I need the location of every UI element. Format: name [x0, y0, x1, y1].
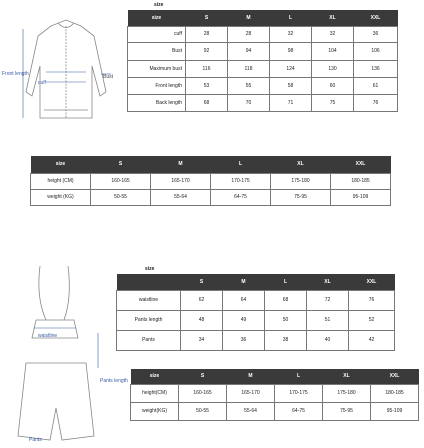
header-s: S — [186, 10, 228, 26]
table-cell: 55-64 — [151, 189, 211, 205]
table-cell: 36 — [354, 26, 398, 42]
header-xxl: XXL — [349, 274, 395, 290]
table-cell: 38 — [265, 330, 307, 350]
table-cell: 62 — [181, 290, 223, 310]
table-header-row — [31, 156, 391, 173]
table-cell: 118 — [228, 60, 270, 77]
header-s: S — [91, 156, 151, 173]
header-xl: XL — [323, 369, 371, 384]
row-label: waistline — [117, 290, 181, 310]
table-cell: 34 — [181, 330, 223, 350]
pants-length-annotation: Pants length — [100, 378, 128, 384]
table-cell: 68 — [265, 290, 307, 310]
table-cell: 76 — [349, 290, 395, 310]
row-label: weight(KG) — [131, 402, 179, 420]
table-cell: 42 — [349, 330, 395, 350]
table-cell: 180-185 — [331, 173, 391, 189]
table-cell: 60 — [312, 77, 354, 94]
table-cell: 92 — [186, 42, 228, 60]
table-cell: 72 — [307, 290, 349, 310]
table-cell: 64-75 — [275, 402, 323, 420]
table-row — [131, 402, 419, 420]
header-m: M — [227, 369, 275, 384]
table-cell: 75-95 — [271, 189, 331, 205]
bib-pants-illustration — [6, 258, 126, 448]
header-m: M — [223, 274, 265, 290]
header-blank — [117, 274, 181, 290]
row-label: Front length — [128, 77, 186, 94]
cuff-annotation: cuff — [38, 80, 46, 86]
pants-fit-table — [130, 369, 419, 421]
pants-size-caption: size — [145, 266, 155, 272]
table-cell: 64-75 — [211, 189, 271, 205]
jersey-size-caption: size — [154, 2, 164, 8]
table-cell: 124 — [270, 60, 312, 77]
row-label: cuff — [128, 26, 186, 42]
table-cell: 50-55 — [179, 402, 227, 420]
table-cell: 116 — [186, 60, 228, 77]
table-cell: 51 — [307, 310, 349, 330]
table-cell: 170-175 — [211, 173, 271, 189]
table-row — [31, 173, 391, 189]
table-cell: 48 — [181, 310, 223, 330]
pants-annotation: Pants — [29, 437, 42, 443]
header-xxl: XXL — [371, 369, 419, 384]
table-cell: 52 — [349, 310, 395, 330]
header-s: S — [181, 274, 223, 290]
bust-annotation: Bust — [103, 74, 114, 80]
table-cell: 160-165 — [179, 384, 227, 402]
table-cell: 40 — [307, 330, 349, 350]
header-m: M — [228, 10, 270, 26]
table-cell: 130 — [312, 60, 354, 77]
table-cell: 50 — [265, 310, 307, 330]
table-header-row — [117, 274, 395, 290]
table-cell: 53 — [186, 77, 228, 94]
table-cell: 175-180 — [323, 384, 371, 402]
front-length-annotation: Front length — [2, 71, 29, 77]
table-cell: 61 — [354, 77, 398, 94]
table-cell: 76 — [354, 94, 398, 111]
table-row — [117, 310, 395, 330]
table-cell: 175-180 — [271, 173, 331, 189]
table-cell: 58 — [270, 77, 312, 94]
header-l: L — [265, 274, 307, 290]
table-cell: 95-109 — [331, 189, 391, 205]
waistline-annotation: waistline — [38, 333, 58, 339]
table-cell: 170-175 — [275, 384, 323, 402]
header-xxl: XXL — [331, 156, 391, 173]
table-cell: 55-64 — [227, 402, 275, 420]
table-cell: 136 — [354, 60, 398, 77]
jersey-fit-table — [30, 156, 391, 206]
table-cell: 95-109 — [371, 402, 419, 420]
table-cell: 55 — [228, 77, 270, 94]
row-label: height (CM) — [31, 173, 91, 189]
header-xl: XL — [271, 156, 331, 173]
table-row — [117, 330, 395, 350]
table-cell: 180-185 — [371, 384, 419, 402]
table-row — [128, 26, 398, 42]
table-cell: 64 — [223, 290, 265, 310]
table-header-row — [128, 10, 398, 26]
table-cell: 94 — [228, 42, 270, 60]
table-row — [131, 384, 419, 402]
table-row — [31, 189, 391, 205]
table-cell: 28 — [186, 26, 228, 42]
table-cell: 160-165 — [91, 173, 151, 189]
header-size: size — [128, 10, 186, 26]
table-row — [117, 290, 395, 310]
table-cell: 32 — [312, 26, 354, 42]
table-cell: 98 — [270, 42, 312, 60]
row-label: Pants length — [117, 310, 181, 330]
table-header-row — [131, 369, 419, 384]
table-cell: 28 — [228, 26, 270, 42]
pants-size-table — [116, 274, 395, 351]
header-xl: XL — [312, 10, 354, 26]
table-cell: 165-170 — [151, 173, 211, 189]
table-row — [128, 60, 398, 77]
header-s: S — [179, 369, 227, 384]
header-xxl: XXL — [354, 10, 398, 26]
header-l: L — [211, 156, 271, 173]
table-cell: 49 — [223, 310, 265, 330]
table-row — [128, 77, 398, 94]
table-cell: 32 — [270, 26, 312, 42]
table-cell: 165-170 — [227, 384, 275, 402]
header-size: size — [31, 156, 91, 173]
table-cell: 75-95 — [323, 402, 371, 420]
row-label: weight (KG) — [31, 189, 91, 205]
row-label: Pants — [117, 330, 181, 350]
jersey-size-table — [127, 10, 398, 112]
header-size: size — [131, 369, 179, 384]
table-row — [128, 94, 398, 111]
row-label: Bust — [128, 42, 186, 60]
header-xl: XL — [307, 274, 349, 290]
table-cell: 106 — [354, 42, 398, 60]
row-label: height(CM) — [131, 384, 179, 402]
header-l: L — [270, 10, 312, 26]
table-cell: 50-55 — [91, 189, 151, 205]
table-cell: 36 — [223, 330, 265, 350]
row-label: Back length — [128, 94, 186, 111]
table-cell: 70 — [228, 94, 270, 111]
table-row — [128, 42, 398, 60]
header-l: L — [275, 369, 323, 384]
table-cell: 104 — [312, 42, 354, 60]
row-label: Maximum bust — [128, 60, 186, 77]
header-m: M — [151, 156, 211, 173]
table-cell: 75 — [312, 94, 354, 111]
table-cell: 71 — [270, 94, 312, 111]
table-cell: 68 — [186, 94, 228, 111]
